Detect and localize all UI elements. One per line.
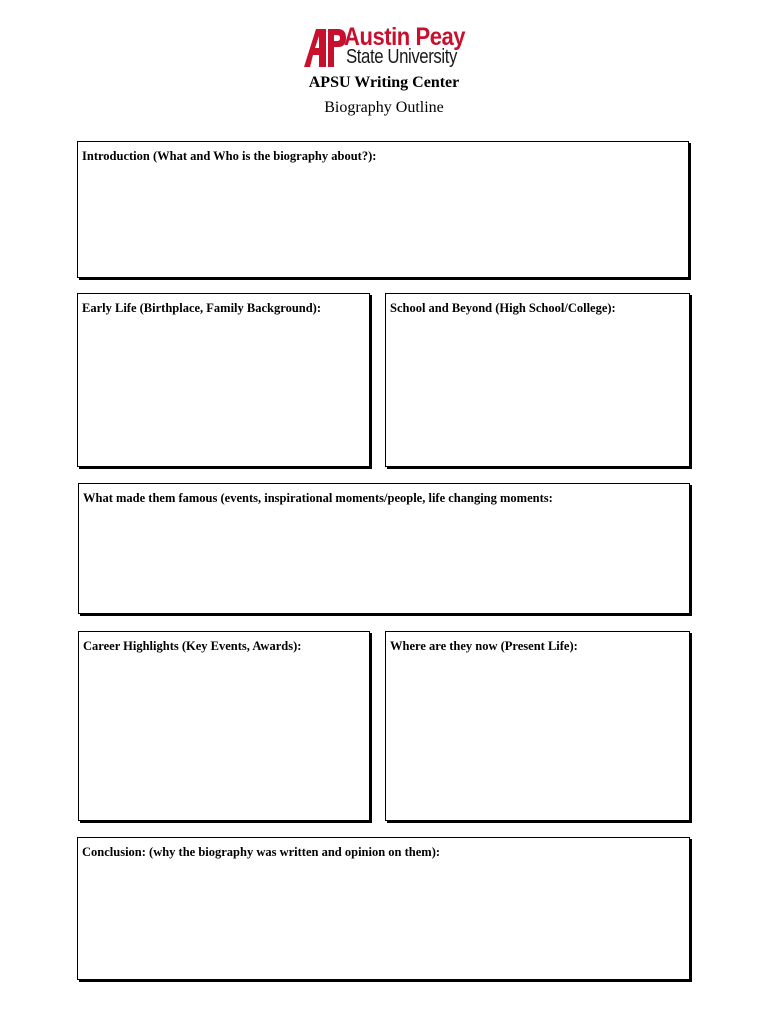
early-life-label: Early Life (Birthplace, Family Background): (82, 301, 321, 315)
conclusion-label: Conclusion: (why the biography was written and opinion on them): (82, 845, 441, 859)
career-highlights-label: Career Highlights (Key Events, Awards): (83, 639, 302, 653)
ap-logo-mark-icon (304, 27, 346, 67)
logo-text-austin-peay: Austin Peay (344, 23, 466, 51)
career-highlights-box[interactable] (78, 631, 370, 821)
conclusion-box[interactable] (77, 837, 690, 980)
introduction-box[interactable] (77, 141, 689, 278)
document-title: APSU Writing Center (308, 74, 460, 91)
document-subtitle: Biography Outline (324, 99, 444, 116)
present-life-label: Where are they now (Present Life): (390, 639, 578, 653)
school-and-beyond-box[interactable] (385, 293, 690, 467)
logo-text-state-university: State University (346, 46, 457, 68)
what-made-them-famous-box[interactable] (78, 483, 690, 614)
university-logo (304, 23, 474, 69)
early-life-box[interactable] (77, 293, 370, 467)
school-and-beyond-label: School and Beyond (High School/College): (390, 301, 616, 315)
what-made-them-famous-label: What made them famous (events, inspirational moments/people, life changing moments: (83, 491, 553, 505)
introduction-label: Introduction (What and Who is the biography about?): (82, 149, 377, 163)
present-life-box[interactable] (385, 631, 690, 821)
